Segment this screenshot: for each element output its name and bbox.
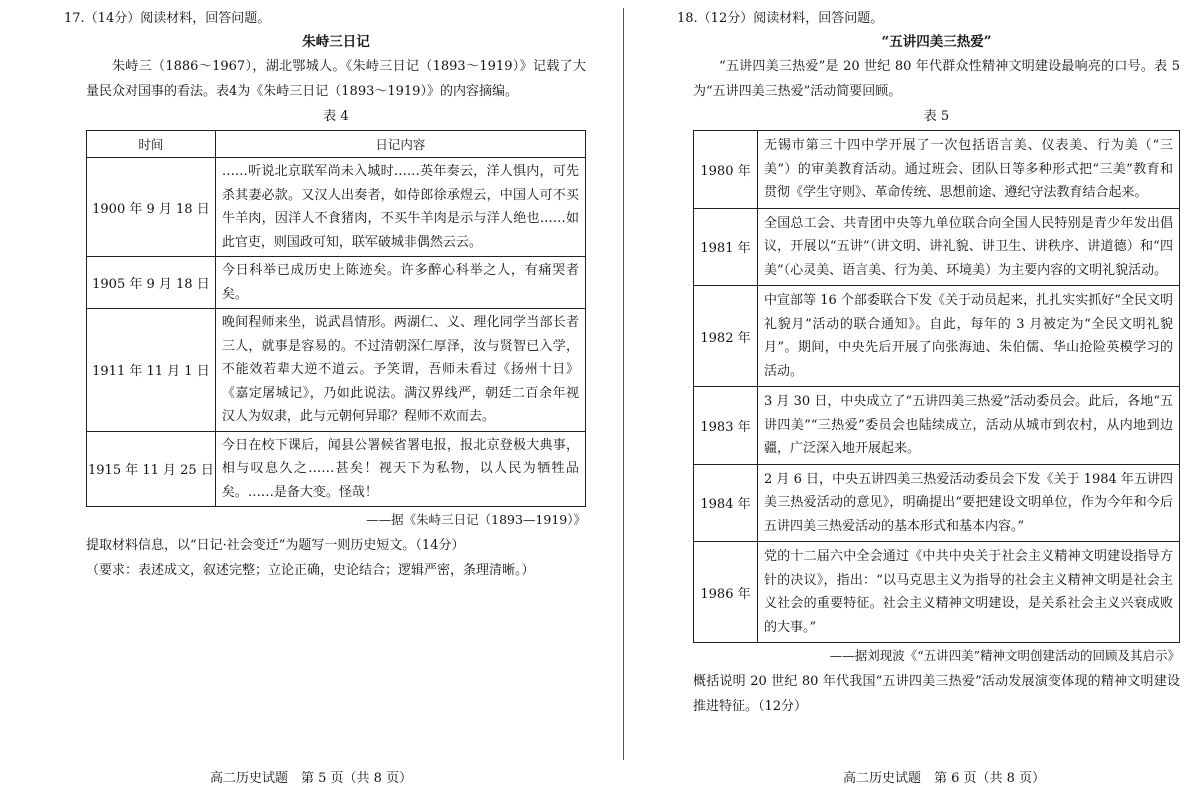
question-17-header: 17.（14分）阅读材料，回答问题。 <box>64 11 271 26</box>
table-row <box>87 257 586 309</box>
column-header-time: 时间 <box>87 131 216 158</box>
column-header-content: 日记内容 <box>215 131 585 158</box>
table-row <box>694 464 1180 542</box>
row-time: 1911 年 11 月 1 日 <box>87 309 216 432</box>
task-17: 提取材料信息，以“日记·社会变迁”为题写一则历史短文。（14分） <box>86 538 465 553</box>
row-content: 全国总工会、共青团中央等九单位联合向全国人民特别是青少年发出倡议，开展以“五讲”（讲文明、讲礼貌、讲卫生、讲秩序、讲道德）和“四美”（心灵美、语言美、行为美、环境美）为主要内容的文明礼貌活动。 <box>758 208 1180 286</box>
material-title-18: “五讲四美三热爱” <box>881 34 992 50</box>
page-footer-5: 高二历史试题 第 5 页（共 8 页） <box>210 771 413 786</box>
table-row <box>87 309 586 432</box>
row-content: 今日在校下课后，闻县公署候省署电报，报北京登极大典事，相与叹息久之……甚矣！视天下为私物，以人民为牺牲品矣。……是备大变。怪哉！ <box>215 431 585 507</box>
table-5-caption: 表 5 <box>923 109 950 124</box>
row-time: 1980 年 <box>694 131 758 209</box>
requirement-17: （要求：表述成文，叙述完整；立论正确，史论结合；逻辑严密，条理清晰。） <box>86 563 535 578</box>
question-18-header: 18.（12分）阅读材料，回答问题。 <box>677 11 884 26</box>
page-6 <box>625 0 1192 800</box>
row-content: 无锡市第三十四中学开展了一次包括语言美、仪表美、行为美（“三美”）的审美教育活动。通过班会、团队日等多种形式把“三美”教育和贯彻《学生守则》、革命传统、思想前途、遵纪守法教育结合起来。 <box>758 131 1180 209</box>
row-time: 1984 年 <box>694 464 758 542</box>
row-time: 1905 年 9 月 18 日 <box>87 257 216 309</box>
row-time: 1986 年 <box>694 542 758 643</box>
table-4-caption: 表 4 <box>323 109 349 124</box>
table-row <box>87 431 586 507</box>
table-row <box>87 158 586 257</box>
row-content: ……听说北京联军尚未入城时……英年奏云，洋人惧内，可先杀其妻必款。又汉人出奏者，如侍郎徐承煜云，中国人可不买牛羊肉，因洋人不食猪肉，不买牛羊肉是示与洋人绝也……如此官吏，则国政可知，联军破城非偶然云云。 <box>215 158 585 257</box>
row-content: 晚间程师来坐，说武昌情形。两湖仁、义、理化同学当部长者三人，就事是容易的。不过清朝深仁厚泽，汝与贤智已入学，不能效若辈大逆不道云。予笑谓，吾师未看过《扬州十日》《嘉定屠城记》，乃如此说法。满汉界线严，朝廷二百余年视汉人为奴隶，此与元朝何异耶？程师不欢而去。 <box>215 309 585 432</box>
row-time: 1982 年 <box>694 286 758 387</box>
intro-paragraph-18: “五讲四美三热爱”是 20 世纪 80 年代群众性精神文明建设最响亮的口号。表 5 为“五讲四美三热爱”活动简要回顾。 <box>693 59 1180 99</box>
table-row <box>694 387 1180 465</box>
table-row <box>694 542 1180 643</box>
row-content: 中宣部等 16 个部委联合下发《关于动员起来，扎扎实实抓好“全民文明礼貌月”活动的联合通知》。自此，每年的 3 月被定为“全民文明礼貌月”。期间，中央先后开展了向张海迪、朱伯儒、华山抢险英模学习的活动。 <box>758 286 1180 387</box>
row-content: 3 月 30 日，中央成立了“五讲四美三热爱”活动委员会。此后，各地“五讲四美”“三热爱”委员会也陆续成立，活动从城市到农村，从内地到边疆，广泛深入地开展起来。 <box>758 387 1180 465</box>
table-row <box>694 208 1180 286</box>
row-content: 今日科举已成历史上陈迹矣。许多醉心科举之人，有痛哭者矣。 <box>215 257 585 309</box>
table-5-source: ——据刘现波《“五讲四美”精神文明创建活动的回顾及其启示》 <box>829 648 1180 663</box>
intro-paragraph-17: 朱峙三（1886～1967），湖北鄂城人。《朱峙三日记（1893～1919）》记载了大量民众对国事的看法。表4为《朱峙三日记（1893～1919）》的内容摘编。 <box>86 59 586 99</box>
page-footer-6: 高二历史试题 第 6 页（共 8 页） <box>843 771 1046 786</box>
table-row <box>694 286 1180 387</box>
row-time: 1983 年 <box>694 387 758 465</box>
row-content: 党的十二届六中全会通过《中共中央关于社会主义精神文明建设指导方针的决议》，指出：“以马克思主义为指导的社会主义精神文明是社会主义社会的重要特征。社会主义精神文明建设，是关系社会主义兴衰成败的大事。” <box>758 542 1180 643</box>
page-divider <box>623 8 624 760</box>
task-18: 概括说明 20 世纪 80 年代我国“五讲四美三热爱”活动发展演变体现的精神文明建设推进特征。（12分） <box>693 674 1180 714</box>
row-time: 1900 年 9 月 18 日 <box>87 158 216 257</box>
table-row <box>694 131 1180 209</box>
table-4-source: ——据《朱峙三日记（1893—1919）》 <box>366 512 586 527</box>
row-time: 1981 年 <box>694 208 758 286</box>
table-header-row <box>87 131 586 158</box>
row-content: 2 月 6 日，中央五讲四美三热爱活动委员会下发《关于 1984 年五讲四美三热爱活动的意见》，明确提出“要把建设文明单位，作为今年和今后五讲四美三热爱活动的基本形式和基本内容。” <box>758 464 1180 542</box>
table-4 <box>86 130 586 507</box>
material-title-17: 朱峙三日记 <box>302 34 370 50</box>
row-time: 1915 年 11 月 25 日 <box>87 431 216 507</box>
table-5 <box>693 130 1180 643</box>
